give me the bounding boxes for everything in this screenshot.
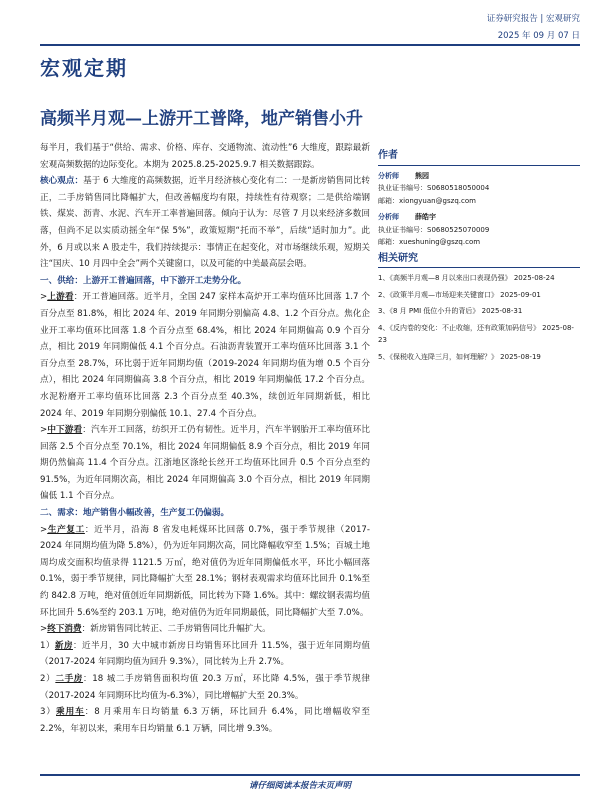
analyst-email[interactable]: 邮箱：xiongyuan@gszq.com <box>378 196 476 205</box>
midstream-label: 中下游看 <box>47 425 83 436</box>
analyst-name: 薛皓宇 <box>415 213 436 221</box>
related-report[interactable]: 3、《8 月 PMI 低位小升的背后》 2025-08-31 <box>378 307 523 315</box>
footer-disclaimer: 请仔细阅读本报告末页声明 <box>248 781 351 791</box>
analyst-cert: 执业证书编号：S0680518050004 <box>378 184 490 192</box>
document-title: 高频半月观—上游开工普降，地产销售小升 <box>40 109 363 129</box>
report-date: 2025 年 09 月 07 日 <box>497 31 580 41</box>
consumption-text: ：新房销售同比转正、二手房销售同比升幅扩大。 <box>81 624 271 635</box>
core-view-text: 基于 6 大维度的高频数据，近半月经济核心变化有二：一是新房销售同比转正，二手房销售同比降幅扩大，但改善幅度均有限，持续性有待观察；二是供给端钢铁、煤炭、沥青、水泥、汽车开工率普遍回落。倾向于认为：尽管 7 月以来经济多数回落，但尚不足以实质动摇全年“保 5%”，政策短期“托而不举”，后续“适时加力”。此外，6 月或以来 A 股走牛，我们持续提示：事情正在起变化，对市场继续乐观，短期关注“国庆、10 月四中全会”两个关键窗口，以及可能的中美最高层会晤。 <box>40 176 370 270</box>
series-title: 宏观定期 <box>40 56 128 80</box>
second-home-paragraph <box>40 671 370 704</box>
car-text: ：8 月乘用车日均销量 6.3 万辆，环比回升 6.4%，同比增幅收窄至 2.2%，年初以来，乘用车日均销量 6.1 万辆，同比增 9.3%。 <box>40 707 370 734</box>
footer-rule <box>40 774 580 776</box>
upstream-text: ：开工普遍回落。近半月，全国 247 家样本高炉开工率均值环比回落 1.7 个百分点至 81.8%，相比 2024 年、2019 年同期分别偏高 4.8、1.2 个百分点。焦化企业开工率均值环比回落 1.8 个百分点至 68.4%，相比 2024 年同期偏高 0.9 个百分点，相比 2019 年同期偏低 4.1 个百分点。石油沥青装置开工率均值环比回落 3.1 个百分点至 28.7%，环比弱于近年同期均值（2019-2024 年同期均值为增 0.5 个百分点），相比 2024 年同期偏高 3.8 个百分点，相比 2019 年同期偏低 17.2 个百分点。水泥粉磨开工率均值环比回落 2.3 个百分点至 40.3%，续创近年同期新低，相比 2024 年、2019 年同期分别偏低 10.1、27.4 个百分点。 <box>40 292 370 419</box>
second-home-num: 2） <box>40 674 56 684</box>
header-rule <box>40 44 580 46</box>
report-type: 证券研究报告 | 宏观研究 <box>486 14 580 24</box>
core-view-paragraph <box>40 173 370 273</box>
related-report[interactable]: 1、《高频半月观—8 月以来出口表现仍强》 2025-08-24 <box>378 274 555 282</box>
new-home-num: 1） <box>40 640 55 651</box>
production-label: 生产复工 <box>47 524 85 535</box>
core-view-label: 核心观点： <box>40 176 84 187</box>
intro-paragraph: 每半月，我们基于“供给、需求、价格、库存、交通物流、流动性”6 大维度，跟踪最新宏观高频数据的边际变化。本期为 2025.8.25-2025.9.7 相关数据跟踪。 <box>40 143 370 170</box>
production-paragraph: >生产复工：近半月，沿海 8 省发电耗煤环比回落 0.7%，强于季节规律（2017-2024 年同期均值为降 5.8%），仍为近年同期次高，同比降幅收窄至 1.5%；百城土地周均成交面积均值录得 1121.5 万㎡，绝对值仍为近年同期偏低水平，环比小幅回落 0.1%，弱于季节规律，同比降幅扩大至 28.1%；钢材表观需求均值环比回升 0.1%至约 842.8 万吨，绝对值创近年同期新低，同比转为下降 1.6%。其中：螺纹钢表需均值环比回升 5.6%至约 203.1 万吨，绝对值仍为近年同期最低，同比降幅扩大至 7.0%。 <box>40 524 370 618</box>
related-report[interactable]: 4、《反内卷的变化：不止收缩，还有政策加码信号》 2025-08-23 <box>378 323 574 344</box>
second-home-label: 二手房 <box>55 674 84 684</box>
section-1-heading: 一、供给：上游开工普遍回落，中下游开工走势分化。 <box>40 275 247 286</box>
analyst-2 <box>378 211 580 249</box>
analyst-email[interactable]: 邮箱：xueshuning@gszq.com <box>378 238 481 246</box>
car-paragraph <box>40 704 370 737</box>
analyst-cert: 执业证书编号：S0680525070009 <box>378 225 490 234</box>
production-text: ：近半月，沿海 8 省发电耗煤环比回落 0.7%，强于季节规律（2017-2024 年同期均值为降 5.8%），仍为近年同期次高，同比降幅收窄至 1.5%；百城土地周均成交面积均值录得 1121.5 万㎡，绝对值仍为近年同期偏低水平，环比小幅回落 0.1%，弱于季节规律，同比降幅扩大至 28.1%；钢材表观需求均值环比回升 0.1%至约 842.8 万吨，绝对值创近年同期新低，同比转为下降 1.6%。其中：螺纹钢表需均值环比回升 5.6%至约 203.1 万吨，绝对值仍为近年同期最低，同比降幅扩大至 7.0%。 <box>40 524 370 618</box>
new-home-paragraph <box>40 638 370 671</box>
consumption-paragraph: >终下消费：新房销售同比转正、二手房销售同比升幅扩大。 <box>40 624 271 635</box>
related-report[interactable]: 2、《政策半月观—市场迎来关键窗口》 2025-09-01 <box>378 290 541 299</box>
analyst-label: 分析师 <box>378 171 399 180</box>
analyst-1 <box>378 170 580 208</box>
car-label: 乘用车 <box>56 707 85 718</box>
sidebar <box>378 150 580 363</box>
analyst-name: 熊园 <box>415 171 429 180</box>
midstream-text: ：汽车开工回落，纺织开工仍有韧性。近半月，汽车半钢胎开工率均值环比回落 2.5 个百分点至 70.1%，相比 2024 年同期偏低 8.9 个百分点，相比 2019 年同期仍然偏高 11.4 个百分点。江浙地区涤纶长丝开工均值环比回升 0.5 个百分点至约 91.5%，为近年同期次高，相比 2024 年同期偏高 3.0 个百分点，相比 2019 年同期偏低 1.1 个百分点。 <box>40 425 370 502</box>
analyst-label: 分析师 <box>378 213 399 221</box>
upstream-paragraph: >上游看：开工普遍回落。近半月，全国 247 家样本高炉开工率均值环比回落 1.7 个百分点至 81.8%，相比 2024 年、2019 年同期分别偏高 4.8、1.2 个百分点。焦化企业开工率均值环比回落 1.8 个百分点至 68.4%，相比 2024 年同期偏高 0.9 个百分点，相比 2019 年同期偏低 4.1 个百分点。石油沥青装置开工率均值环比回落 3.1 个百分点至 28.7%，环比弱于近年同期均值（2019-2024 年同期均值为增 0.5 个百分点），相比 2024 年同期偏高 3.8 个百分点，相比 2019 年同期偏低 17.2 个百分点。水泥粉磨开工率均值环比回落 2.3 个百分点至 40.3%，续创近年同期新低，相比 2024 年、2019 年同期分别偏低 10.1、27.4 个百分点。 <box>40 292 370 419</box>
new-home-text: ：近半月，30 大中城市新房日均销售环比回升 11.5%，强于近年同期均值（2017-2024 年同期均值为回升 9.3%），同比转为上升 2.7%。 <box>40 640 371 668</box>
midstream-paragraph: >中下游看：汽车开工回落，纺织开工仍有韧性。近半月，汽车半钢胎开工率均值环比回落 2.5 个百分点至 70.1%，相比 2024 年同期偏低 8.9 个百分点，相比 2019 年同期仍然偏高 11.4 个百分点。江浙地区涤纶长丝开工均值环比回升 0.5 个百分点至约 91.5%，为近年同期次高，相比 2024 年同期偏高 3.0 个百分点，相比 2019 年同期偏低 1.1 个百分点。 <box>40 425 370 502</box>
related-heading: 相关研究 <box>378 253 580 269</box>
car-num: 3） <box>40 707 56 718</box>
second-home-text: ：18 城二手房销售面积均值 20.3 万㎡，环比降 4.5%，强于季节规律（2017-2024 年同期环比均值为-6.3%），同比增幅扩大至 20.3%。 <box>40 674 370 701</box>
section-2-heading: 二、需求：地产销售小幅改善，生产复工仍偏弱。 <box>40 508 230 519</box>
new-home-label: 新房 <box>54 640 73 651</box>
related-report[interactable]: 5、《保税收入连降三月，如何理解？》 2025-08-19 <box>378 352 541 361</box>
consumption-label: 终下消费 <box>47 624 82 635</box>
main-column <box>40 140 370 737</box>
upstream-label: 上游看 <box>47 292 74 303</box>
authors-heading: 作者 <box>378 150 580 166</box>
